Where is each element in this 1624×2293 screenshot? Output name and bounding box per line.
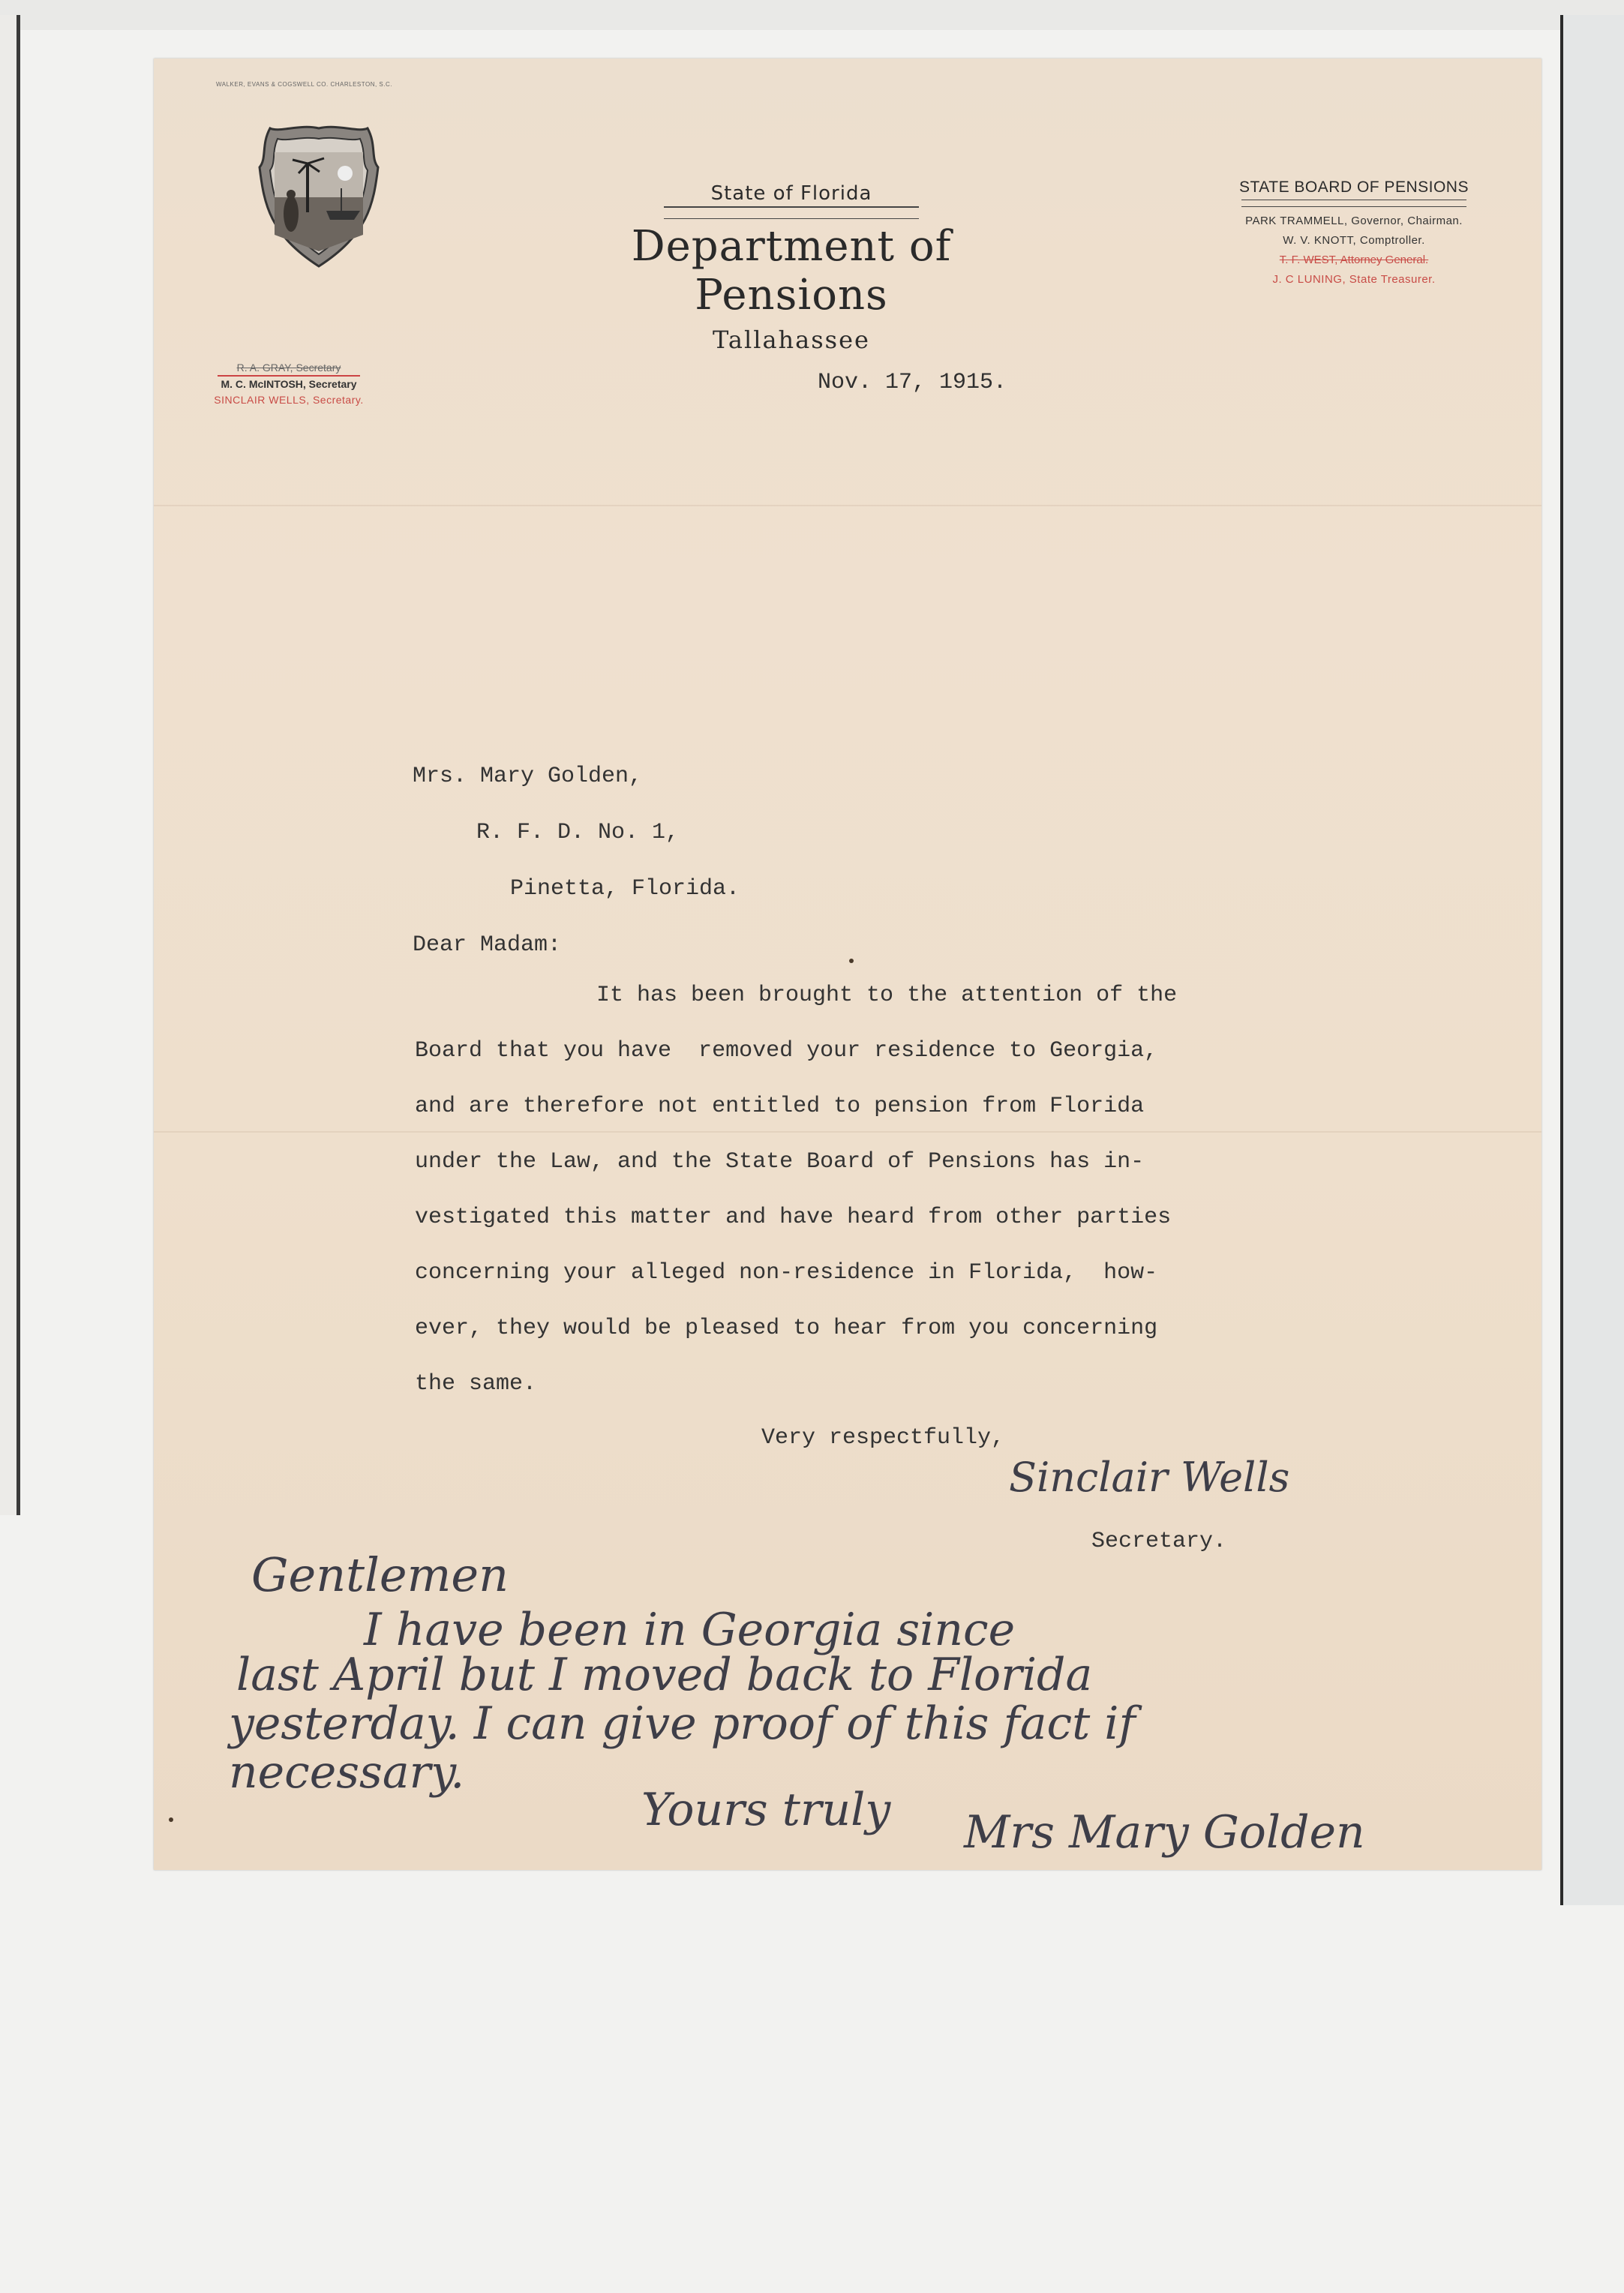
secretary-current: SINCLAIR WELLS, Secretary. xyxy=(214,394,364,406)
board-member-red: J. C LUNING, State Treasurer. xyxy=(1272,273,1436,286)
reply-line: yesterday. I can give proof of this fact if xyxy=(229,1697,1136,1750)
body-line: It has been brought to the attention of the xyxy=(596,983,1178,1008)
board-member: W. V. KNOTT, Comptroller. xyxy=(1283,234,1425,247)
body-line: vestigated this matter and have heard from other parties xyxy=(415,1205,1172,1230)
scan-frame-right xyxy=(1560,15,1624,1905)
ink-speck xyxy=(849,959,854,963)
signature-title: Secretary. xyxy=(1091,1529,1227,1554)
reply-line: I have been in Georgia since xyxy=(364,1604,1016,1656)
department-title: Department of Pensions xyxy=(631,222,952,320)
board-member: PARK TRAMMELL, Governor, Chairman. xyxy=(1245,215,1463,227)
address-line: Mrs. Mary Golden, xyxy=(413,764,643,789)
scan-frame-left xyxy=(0,15,20,1515)
address-line: Pinetta, Florida. xyxy=(510,876,740,902)
body-line: Board that you have removed your residence to Georgia, xyxy=(415,1038,1158,1064)
letterhead-title-block xyxy=(559,182,1024,354)
ink-speck xyxy=(169,1817,173,1822)
board-member-struck: T. F. WEST, Attorney General. xyxy=(1279,254,1429,266)
state-line: State of Florida xyxy=(710,182,872,205)
signature-secretary: Sinclair Wells xyxy=(1009,1454,1290,1501)
paper-fold xyxy=(154,505,1541,506)
reply-signature: Mrs Mary Golden xyxy=(964,1806,1365,1859)
letter-paper xyxy=(154,59,1541,1870)
letter-date: Nov. 17, 1915. xyxy=(818,370,1007,395)
body-line: ever, they would be pleased to hear from you concerning xyxy=(415,1316,1158,1341)
address-line: R. F. D. No. 1, xyxy=(476,820,680,845)
reply-line: necessary. xyxy=(229,1746,465,1799)
body-line: concerning your alleged non-residence in Florida, how- xyxy=(415,1260,1158,1286)
paper-fold xyxy=(154,1131,1541,1133)
city-line: Tallahassee xyxy=(713,326,870,354)
reply-closing: Yours truly xyxy=(641,1784,891,1836)
secretary-struck: R. A. GRAY, Secretary xyxy=(236,362,341,374)
printer-imprint: WALKER, EVANS & COGSWELL CO. CHARLESTON, S.C. xyxy=(216,81,392,88)
board-block xyxy=(1204,179,1504,290)
reply-salutation: Gentlemen xyxy=(251,1547,509,1602)
reply-line: last April but I moved back to Florida xyxy=(236,1649,1093,1701)
ornament-rule xyxy=(1241,200,1466,207)
florida-state-seal-icon xyxy=(255,122,383,272)
board-title: STATE BOARD OF PENSIONS xyxy=(1239,179,1469,196)
scan-background-top xyxy=(0,0,1624,30)
ornament-rule xyxy=(664,206,919,219)
secretary-name: M. C. McINTOSH, Secretary xyxy=(218,375,359,392)
body-line: under the Law, and the State Board of Pensions has in- xyxy=(415,1149,1145,1175)
secretaries-list xyxy=(199,360,379,407)
salutation: Dear Madam: xyxy=(413,932,562,958)
body-line: the same. xyxy=(415,1371,537,1397)
closing: Very respectfully, xyxy=(761,1425,1005,1451)
body-line: and are therefore not entitled to pension from Florida xyxy=(415,1094,1145,1119)
